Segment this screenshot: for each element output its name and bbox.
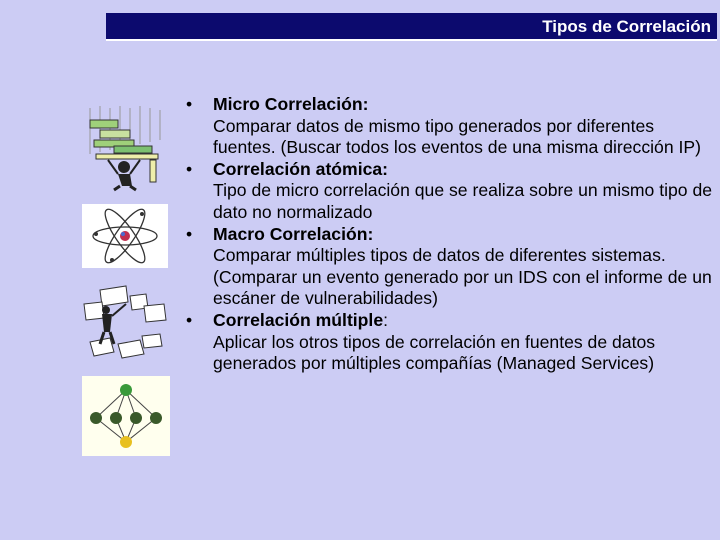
bullet: • [186,309,193,330]
item-heading: Correlación atómica: [213,158,389,179]
item-text: Comparar datos de mismo tipo generados por diferentes fuentes. (Buscar todos los eventos de una misma dirección IP) [213,115,701,158]
list-item [186,310,716,375]
list-item [186,159,716,224]
item-text: Aplicar los otros tipos de correlación en fuentes de datos generados por múltiples compañías (Managed Services) [213,331,656,374]
person-lifting-bars-icon [84,104,166,196]
bullet-list [186,94,716,375]
item-text: Comparar múltiples tipos de datos de diferentes sistemas. (Comparar un evento generado por un IDS con el informe de un escáner de vulnerabilidades) [213,245,712,309]
atom-icon [82,204,168,268]
title-bar [106,13,717,41]
bullet: • [186,94,193,114]
item-heading-suffix: : [383,309,388,330]
item-heading: Correlación múltiple [213,309,384,330]
bullet: • [186,158,193,179]
item-heading: Micro Correlación: [213,94,369,114]
person-papers-icon [82,284,168,360]
list-item [186,94,716,159]
network-nodes-icon [82,376,170,456]
slide-title: Tipos de Correlación [542,17,711,36]
bullet: • [186,223,193,244]
item-text: Tipo de micro correlación que se realiza sobre un mismo tipo de dato no normalizado [213,180,713,222]
item-heading: Macro Correlación: [213,223,374,244]
list-item [186,224,716,310]
